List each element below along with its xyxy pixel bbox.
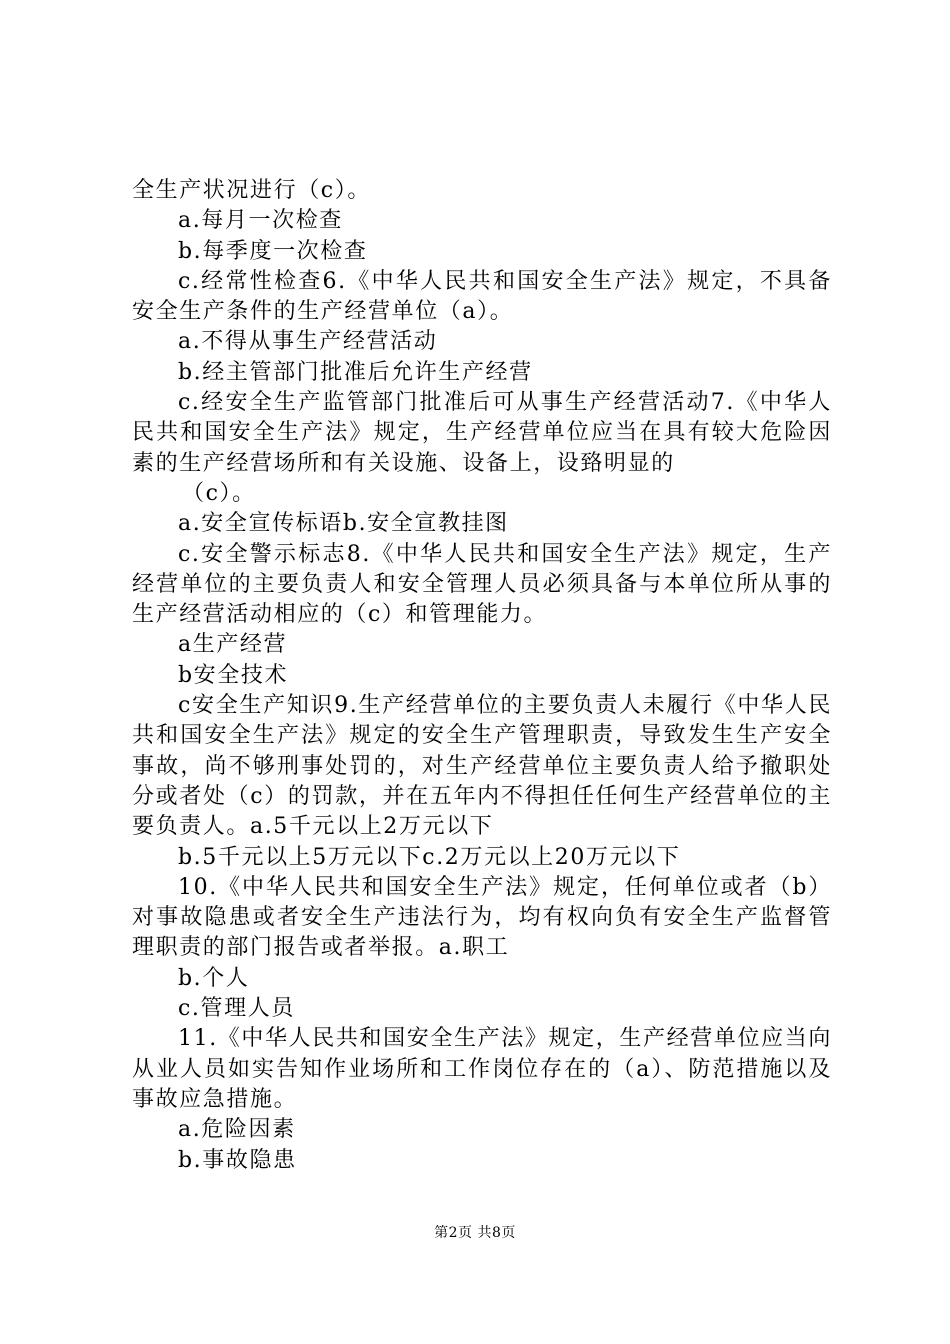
option-line: b.5千元以上5万元以下c.2万元以上20万元以下 bbox=[178, 844, 681, 870]
paragraph: （c）。 bbox=[182, 480, 256, 506]
paragraph: 全生产状况进行（c）。 bbox=[132, 178, 371, 203]
option-line: a.危险因素 bbox=[178, 1117, 296, 1143]
paragraph: c.经常性检查6.《中华人民共和国安全生产法》规定，不具备安全生产条件的生产经营单位（a）。 bbox=[132, 268, 832, 325]
option-line: a.每月一次检查 bbox=[178, 208, 343, 234]
option-line: b.个人 bbox=[178, 965, 250, 991]
option-line: b安全技术 bbox=[178, 662, 289, 688]
paragraph: c.安全警示标志8.《中华人民共和国安全生产法》规定，生产经营单位的主要负责人和安全管理人员必须具备与本单位所从事的生产经营活动相应的（c）和管理能力。 bbox=[132, 541, 832, 628]
option-line: a生产经营 bbox=[178, 632, 288, 658]
paragraph: c.经安全生产监管部门批准后可从事生产经营活动7.《中华人民共和国安全生产法》规定，生产经营单位应当在具有较大危险因素的生产经营场所和有关设施、设备上，设臵明显的 bbox=[132, 390, 832, 476]
option-line: a.安全宣传标语b.安全宣教挂图 bbox=[178, 511, 509, 537]
paragraph: c安全生产知识9.生产经营单位的主要负责人未履行《中华人民共和国安全生产法》规定的安全生产管理职责，导致发生生产安全事故，尚不够刑事处罚的，对生产经营单位主要负责人给予撤职处分或者处（c）的罚款，并在五年内不得担任任何生产经营单位的主要负责人。a.5千元以上2万元以下 bbox=[132, 693, 832, 840]
document-body bbox=[132, 176, 832, 1176]
option-line: b.经主管部门批准后允许生产经营 bbox=[178, 359, 533, 385]
option-line: b.事故隐患 bbox=[178, 1147, 297, 1173]
option-line: b.每季度一次检查 bbox=[178, 238, 368, 264]
page-number: 第2页 共8页 bbox=[434, 1225, 516, 1241]
option-line: c.管理人员 bbox=[178, 996, 295, 1022]
paragraph: 11.《中华人民共和国安全生产法》规定，生产经营单位应当向从业人员如实告知作业场所和工作岗位存在的（a）、防范措施以及事故应急措施。 bbox=[132, 1026, 832, 1112]
paragraph: 10.《中华人民共和国安全生产法》规定，任何单位或者（b）对事故隐患或者安全生产违法行为，均有权向负有安全生产监督管理职责的部门报告或者举报。a.职工 bbox=[132, 874, 832, 961]
option-line: a.不得从事生产经营活动 bbox=[178, 329, 438, 355]
